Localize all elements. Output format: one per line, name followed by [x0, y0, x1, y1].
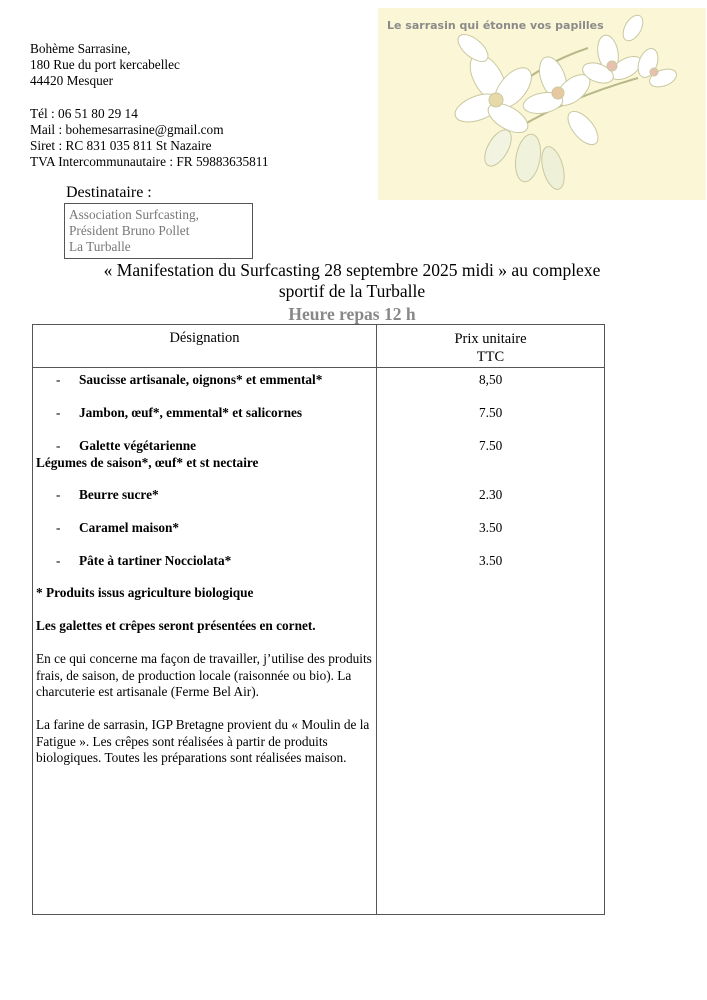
- cone-note: Les galettes et crêpes seront présentées en cornet.: [36, 618, 316, 633]
- recipient-line-2: Président Bruno Pollet: [69, 223, 190, 238]
- sender-tva: TVA Intercommunautaire : FR 59883635811: [30, 154, 269, 170]
- header-price: [377, 330, 604, 366]
- menu-item: - Caramel maison*: [56, 520, 180, 535]
- organic-note: * Produits issus agriculture biologique: [36, 585, 254, 600]
- sender-address: [30, 41, 269, 170]
- buckwheat-flower-image: [378, 8, 706, 200]
- item-price: 3.50: [479, 520, 503, 535]
- item-price: 7.50: [479, 405, 503, 420]
- recipient-box: [64, 203, 253, 259]
- sender-siret: Siret : RC 831 035 811 St Nazaire: [30, 138, 212, 154]
- header-designation: Désignation: [169, 330, 240, 346]
- menu-item: - Beurre sucre*: [56, 487, 159, 502]
- recipient-line-3: La Turballe: [69, 239, 131, 254]
- meal-time: Heure repas 12 h: [288, 304, 416, 324]
- sender-phone: Tél : 06 51 80 29 14: [30, 105, 138, 121]
- item-price: 2.30: [479, 487, 503, 502]
- header-price-line-2: TTC: [476, 349, 505, 365]
- menu-item: - Pâte à tartiner Nocciolata*: [56, 553, 232, 568]
- menu-item-detail: Légumes de saison*, œuf* et st nectaire: [36, 455, 259, 470]
- menu-item: - Galette végétarienne: [56, 438, 197, 453]
- header-banner: [378, 8, 706, 200]
- banner-tagline: Le sarrasin qui étonne vos papilles: [387, 19, 604, 32]
- menu-item: - Jambon, œuf*, emmental* et salicornes: [56, 405, 303, 420]
- header-price-line-1: Prix unitaire: [454, 331, 527, 347]
- sender-mail: Mail : bohemesarrasine@gmail.com: [30, 121, 224, 137]
- menu-item: - Saucisse artisanale, oignons* et emmental*: [56, 372, 323, 387]
- work-paragraph: En ce qui concerne ma façon de travailler, j’utilise des produits frais, de saison, de production locale (raisonnée ou bio). La charcuterie est artisanale (Ferme Bel Air).: [36, 651, 372, 699]
- event-title: [60, 260, 644, 302]
- recipient-label: Destinataire :: [66, 184, 152, 201]
- sender-city: 44420 Mesquer: [30, 73, 114, 89]
- recipient-line-1: Association Surfcasting,: [69, 207, 199, 222]
- item-price: 3.50: [479, 553, 503, 568]
- sender-street: 180 Rue du port kercabellec: [30, 57, 180, 73]
- flour-paragraph: La farine de sarrasin, IGP Bretagne provient du « Moulin de la Fatigue ». Les crêpes sont réalisées à partir de produits biologiques. Toutes les préparations sont réalisées maison.: [36, 717, 370, 765]
- sender-name: Bohème Sarrasine,: [30, 41, 131, 56]
- event-title-line-2: sportif de la Turballe: [278, 281, 426, 301]
- item-price: 8,50: [479, 372, 503, 387]
- menu-table: [32, 324, 605, 915]
- event-title-line-1: « Manifestation du Surfcasting 28 septembre 2025 midi » au complexe: [103, 260, 601, 280]
- item-price: 7.50: [479, 438, 503, 453]
